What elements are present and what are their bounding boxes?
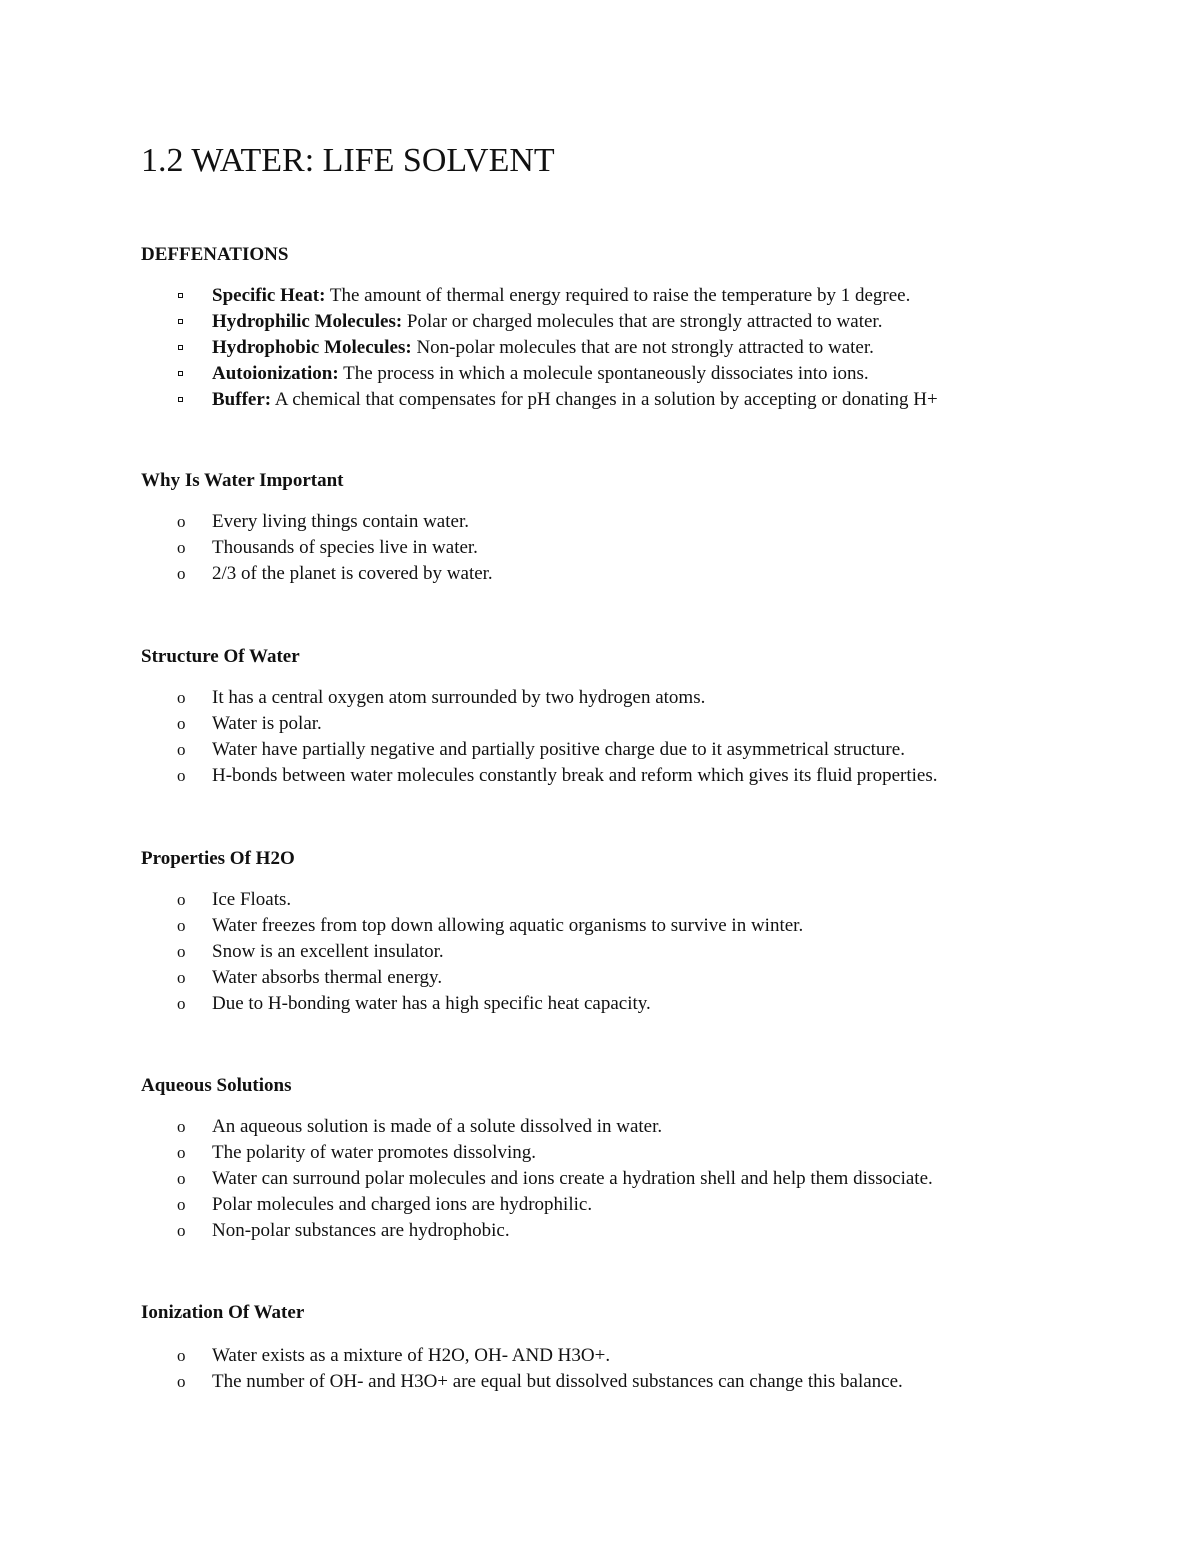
list-item [141, 913, 803, 939]
list-item-text: Water absorbs thermal energy. [212, 967, 443, 988]
list-item [141, 1369, 903, 1395]
circle-bullet-icon: o [177, 512, 186, 531]
circle-bullet-icon: o [177, 1117, 186, 1136]
definition-text: Non-polar molecules that are not strongly attracted to water. [411, 337, 874, 358]
section-properties-of-h2o [141, 846, 803, 1017]
list-item-text: Ice Floats. [212, 889, 292, 910]
list-item-text: Thousands of species live in water. [212, 537, 478, 558]
list-item [141, 1192, 933, 1218]
list-item [141, 1218, 933, 1244]
circle-bullet-icon: o [177, 1346, 186, 1365]
section-aqueous-solutions [141, 1073, 933, 1244]
list-item [141, 1140, 933, 1166]
list-item [141, 991, 803, 1017]
bullet-list [141, 1343, 903, 1395]
list-item [141, 1114, 933, 1140]
circle-bullet-icon: o [177, 916, 186, 935]
list-item-text: An aqueous solution is made of a solute dissolved in water. [212, 1116, 663, 1137]
circle-bullet-icon: o [177, 766, 186, 785]
section-ionization-of-water [141, 1300, 903, 1395]
circle-bullet-icon: o [177, 1372, 186, 1391]
definition-item [141, 309, 938, 335]
list-item-text: Every living things contain water. [212, 511, 469, 532]
list-item [141, 685, 937, 711]
list-item-text: Water is polar. [212, 713, 322, 734]
definition-term: Hydrophilic Molecules: [212, 311, 403, 332]
list-item-text: The polarity of water promotes dissolving. [212, 1142, 536, 1163]
circle-bullet-icon: o [177, 1169, 186, 1188]
bullet-list [141, 509, 493, 587]
circle-bullet-icon: o [177, 714, 186, 733]
list-item-text: Water freezes from top down allowing aquatic organisms to survive in winter. [212, 915, 804, 936]
section-heading: DEFFENATIONS [141, 244, 289, 265]
definition-term: Hydrophobic Molecules: [212, 337, 412, 358]
circle-bullet-icon: o [177, 1143, 186, 1162]
circle-bullet-icon: o [177, 1195, 186, 1214]
list-item-text: H-bonds between water molecules constantly break and reform which gives its fluid properties. [212, 765, 938, 786]
section-definitions [141, 242, 938, 413]
list-item-text: 2/3 of the planet is covered by water. [212, 563, 493, 584]
definition-text: A chemical that compensates for pH changes in a solution by accepting or donating H+ [271, 389, 938, 410]
definition-item [141, 361, 938, 387]
list-item [141, 1343, 903, 1369]
list-item [141, 561, 493, 587]
definition-item [141, 283, 938, 309]
definition-text: The amount of thermal energy required to raise the temperature by 1 degree. [325, 285, 911, 306]
list-item [141, 887, 803, 913]
definition-text: Polar or charged molecules that are strongly attracted to water. [402, 311, 883, 332]
definition-term: Autoionization: [212, 363, 339, 384]
list-item-text: Polar molecules and charged ions are hydrophilic. [212, 1194, 593, 1215]
list-item-text: It has a central oxygen atom surrounded by two hydrogen atoms. [212, 687, 706, 708]
circle-bullet-icon: o [177, 942, 186, 961]
circle-bullet-icon: o [177, 538, 186, 557]
circle-bullet-icon: o [177, 968, 186, 987]
section-heading: Structure Of Water [141, 646, 300, 667]
bullet-list [141, 1114, 933, 1244]
circle-bullet-icon: o [177, 564, 186, 583]
list-item [141, 763, 937, 789]
circle-bullet-icon: o [177, 688, 186, 707]
definition-list [141, 283, 938, 413]
square-bullet-icon [178, 319, 183, 324]
section-heading: Ionization Of Water [141, 1302, 305, 1323]
section-heading: Aqueous Solutions [141, 1075, 292, 1096]
bullet-list [141, 685, 937, 789]
section-heading: Why Is Water Important [141, 470, 344, 491]
list-item-text: Due to H-bonding water has a high specific heat capacity. [212, 993, 651, 1014]
list-item-text: The number of OH- and H3O+ are equal but dissolved substances can change this balance. [212, 1371, 903, 1392]
circle-bullet-icon: o [177, 890, 186, 909]
definition-item [141, 335, 938, 361]
list-item-text: Non-polar substances are hydrophobic. [212, 1220, 510, 1241]
definition-text: The process in which a molecule spontaneously dissociates into ions. [338, 363, 869, 384]
square-bullet-icon [178, 293, 183, 298]
definition-term: Buffer: [212, 389, 272, 410]
document-title: 1.2 WATER: LIFE SOLVENT [141, 142, 555, 179]
list-item [141, 1166, 933, 1192]
section-heading: Properties Of H2O [141, 848, 295, 869]
list-item [141, 965, 803, 991]
list-item [141, 737, 937, 763]
list-item [141, 509, 493, 535]
bullet-list [141, 887, 803, 1017]
square-bullet-icon [178, 371, 183, 376]
list-item-text: Water have partially negative and partially positive charge due to it asymmetrical structure. [212, 739, 905, 760]
list-item-text: Snow is an excellent insulator. [212, 941, 444, 962]
list-item [141, 535, 493, 561]
section-why-water-important [141, 468, 493, 587]
list-item [141, 711, 937, 737]
list-item-text: Water exists as a mixture of H2O, OH- AND H3O+. [212, 1345, 611, 1366]
list-item-text: Water can surround polar molecules and ions create a hydration shell and help them dissociate. [212, 1168, 933, 1189]
circle-bullet-icon: o [177, 740, 186, 759]
list-item [141, 939, 803, 965]
square-bullet-icon [178, 345, 183, 350]
square-bullet-icon [178, 397, 183, 402]
circle-bullet-icon: o [177, 1221, 186, 1240]
circle-bullet-icon: o [177, 994, 186, 1013]
definition-item [141, 387, 938, 413]
definition-term: Specific Heat: [212, 285, 326, 306]
section-structure-of-water [141, 644, 937, 789]
